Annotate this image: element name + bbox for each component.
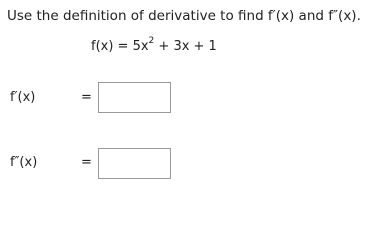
first-derivative-label: f′(x): [10, 90, 36, 105]
first-derivative-answer-input[interactable]: [98, 82, 171, 113]
function-rhs: + 3x + 1: [154, 39, 217, 54]
function-lhs: f(x) = 5x: [91, 39, 149, 54]
question-instruction: Use the definition of derivative to find f′(x) and f″(x).: [7, 8, 361, 24]
second-derivative-equals: =: [81, 155, 92, 170]
first-derivative-equals: =: [81, 90, 92, 105]
function-exponent: 2: [148, 35, 155, 46]
second-derivative-label: f″(x): [10, 155, 38, 170]
function-definition: [91, 35, 217, 54]
second-derivative-answer-input[interactable]: [98, 148, 171, 179]
